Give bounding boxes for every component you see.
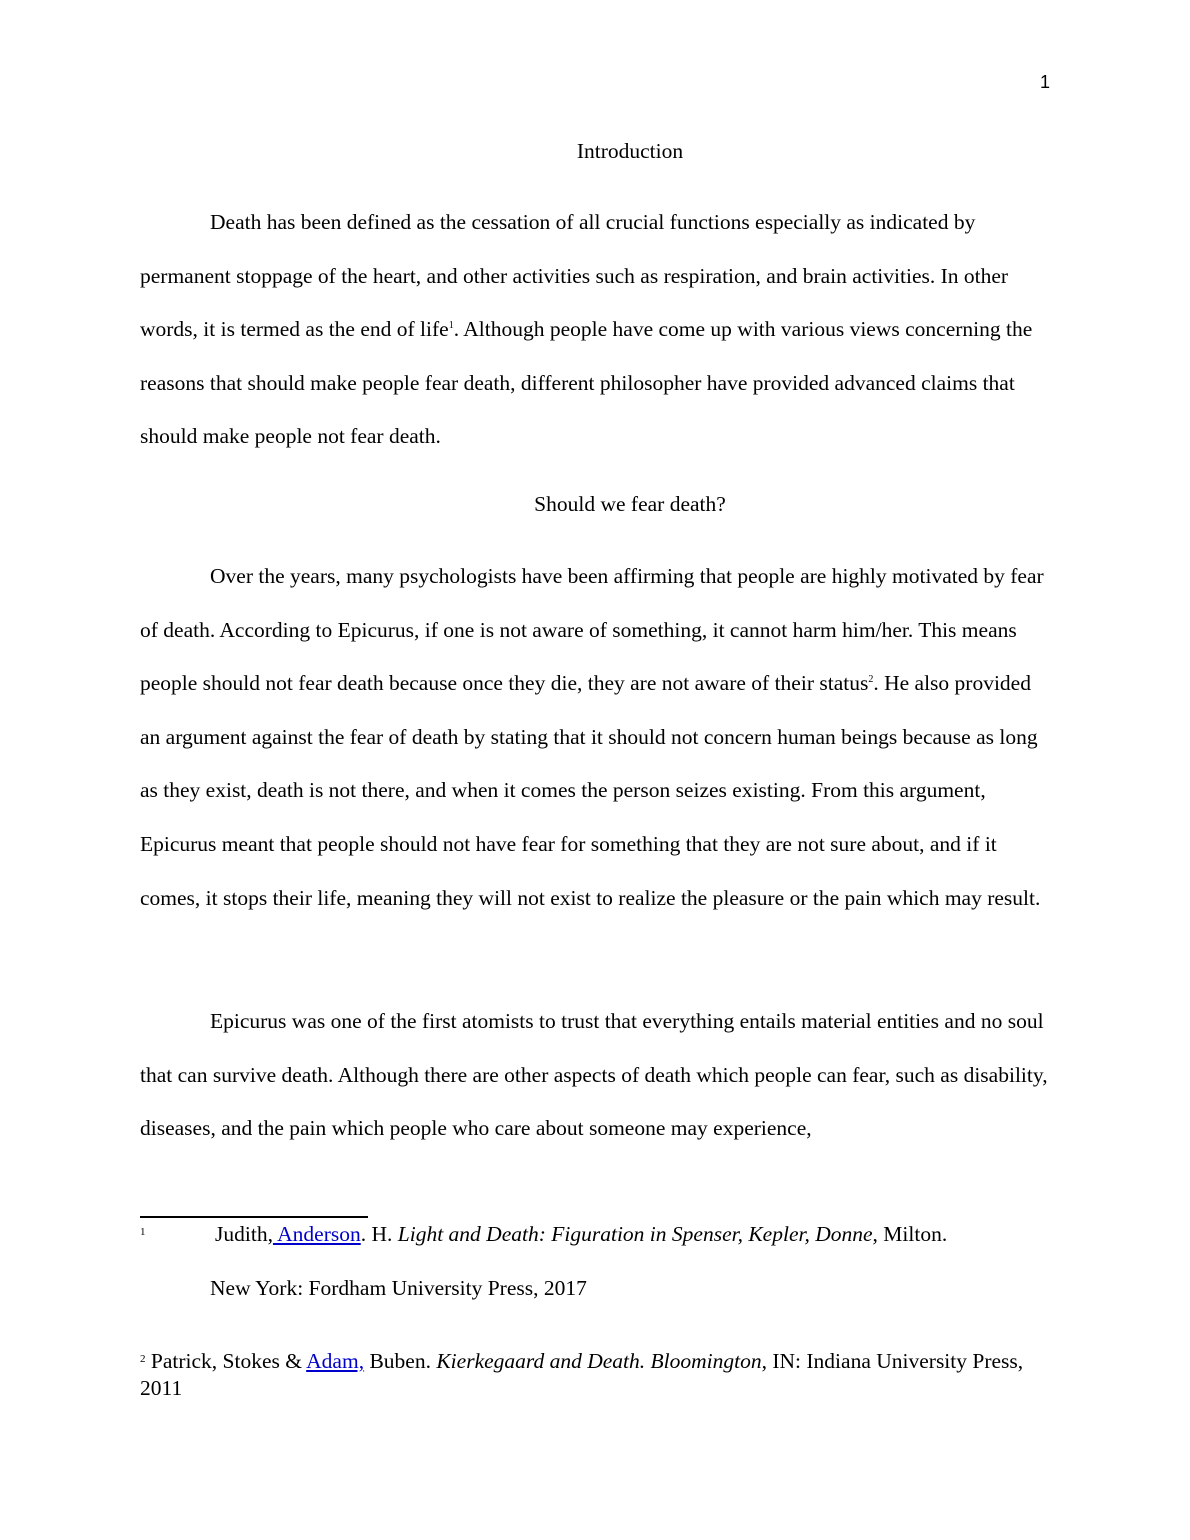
heading-introduction: Introduction [576, 139, 684, 163]
footnote-separator [140, 1216, 368, 1218]
footnote-number: 1 [140, 1226, 146, 1238]
heading-should-we-fear-death: Should we fear death? [534, 492, 726, 516]
page-number: 1 [1039, 72, 1050, 92]
footnote-ref-2[interactable]: 2 [868, 674, 874, 686]
footnote-2-title: Kierkegaard and Death. Bloomington [436, 1349, 762, 1373]
footnote-2-author-link[interactable]: Adam, [306, 1349, 365, 1373]
footnote-2: $^2$ Patrick, Stokes & Adam, Buben. Kierkegaard and Death. Bloomington, IN: Indiana University Press, 2011 [140, 1349, 1024, 1400]
paragraph-atomists: Epicurus was one of the first atomists to trust that everything entails material entities and no soul that can survive death. Although there are other aspects of death which people can fear, such as disability, diseases, and the pain which people who care about someone may experience, [140, 1009, 1048, 1141]
footnote-1-publisher: New York: Fordham University Press, 2017 [210, 1276, 587, 1300]
paragraph-definition: Death has been defined as the cessation of all crucial functions especially as indicated by permanent stoppage of the heart, and other activities such as respiration, and brain activities. In other words, it is termed as the end of life$^1$. Although people have come up with various views concerning the reasons that should make people fear death, different philosopher have provided advanced claims that should make people not fear death. [140, 210, 1033, 449]
footnote-1-title: Light and Death: Figuration in Spenser, Kepler, Donne [397, 1222, 873, 1246]
footnote-1-author-link[interactable]: Anderson [272, 1222, 361, 1246]
footnote-ref-1[interactable]: 1 [448, 320, 454, 332]
paragraph-epicurus-argument: Over the years, many psychologists have been affirming that people are highly motivated by fear of death. According to Epicurus, if one is not aware of something, it cannot harm him/her. This means people should not fear death because once they die, they are not aware of their status$^2$. He also provided an argument against the fear of death by stating that it should not concern human beings because as long as they exist, death is not there, and when it comes the person seizes existing. From this argument, Epicurus meant that people should not have fear for something that they are not sure about, and if it comes, it stops their life, meaning they will not exist to realize the pleasure or the pain which may result. [140, 564, 1044, 910]
footnote-number: 2 [140, 1353, 146, 1365]
